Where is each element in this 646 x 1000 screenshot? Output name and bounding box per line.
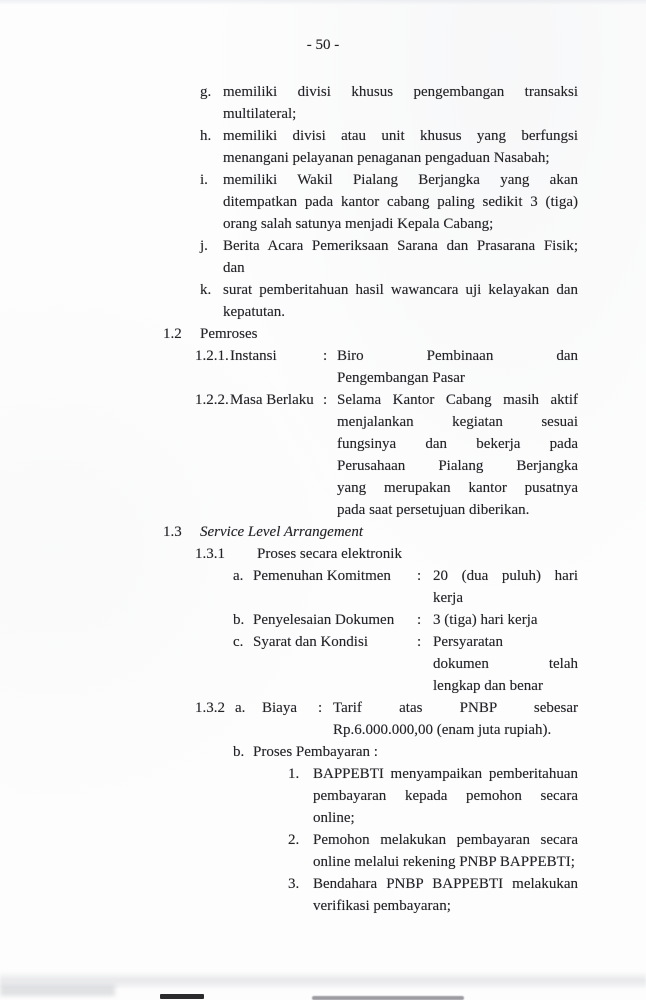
list-item-j — [200, 235, 578, 279]
entry-marker: a. — [235, 700, 246, 716]
item-marker: i. — [200, 172, 208, 188]
subsection-number: 1.3.2 — [195, 700, 225, 716]
kv-entry-biaya — [195, 697, 578, 741]
entry-label: Pemenuhan Komitmen — [253, 568, 391, 584]
kv-entry-pemenuhan-komitmen — [233, 565, 578, 609]
step-row-2 — [288, 829, 578, 873]
section-number: 1.3 — [163, 524, 182, 540]
entry-label: Masa Berlaku — [230, 392, 314, 408]
step-number: 3. — [288, 876, 300, 892]
entry-value: 20 (dua puluh) hari kerja — [433, 568, 578, 606]
list-item-h — [200, 125, 578, 169]
item-text: memiliki Wakil Pialang Berjangka yang akan ditempatkan pada kantor cabang paling sedikit 3 (tiga) orang salah satunya menjadi Kepala Cabang; — [223, 172, 578, 232]
entry-colon: : — [417, 568, 422, 584]
entry-number: 1.2.1. — [195, 348, 229, 364]
kv-entry-masa-berlaku — [195, 389, 578, 521]
entry-colon: : — [417, 612, 422, 628]
entry-marker: b. — [233, 612, 245, 628]
kv-entry-instansi — [195, 345, 578, 389]
list-item-k — [200, 279, 578, 323]
entry-label: Biaya — [262, 700, 297, 716]
item-marker: j. — [200, 238, 208, 254]
step-number: 1. — [288, 766, 300, 782]
payment-steps — [0, 763, 646, 917]
list-item-i — [200, 169, 578, 235]
scan-smudge-left — [0, 985, 115, 996]
entry-label: Syarat dan Kondisi — [253, 634, 368, 650]
entry-label: Proses Pembayaran : — [253, 744, 378, 760]
kv-entry-penyelesaian-dokumen — [233, 609, 578, 631]
item-text: Berita Acara Pemeriksaan Sarana dan Prasarana Fisik; dan — [223, 238, 578, 276]
entry-colon: : — [323, 348, 328, 364]
item-text: memiliki divisi atau unit khusus yang berfungsi menangani pelayanan penaganan pengaduan Nasabah; — [223, 128, 578, 166]
subsection-title: Proses secara elektronik — [257, 546, 402, 562]
section-title: Service Level Arrangement — [200, 524, 364, 540]
section-heading-pemroses — [163, 323, 646, 345]
item-text: surat pemberitahuan hasil wawancara uji kelayakan dan kepatutan. — [223, 282, 578, 320]
section-number: 1.2 — [163, 326, 182, 342]
entry-value: Persyaratan dokumen telah lengkap dan benar — [433, 634, 578, 694]
entry-colon: : — [318, 700, 323, 716]
section-title: Pemroses — [200, 326, 258, 342]
kv-entry-proses-pembayaran — [233, 741, 646, 763]
entry-marker: c. — [233, 634, 244, 650]
entry-value: Tarif atas PNBP sebesar Rp.6.000.000,00 (enam juta rupiah). — [333, 700, 578, 738]
entry-label: Penyelesaian Dokumen — [253, 612, 395, 628]
entry-colon: : — [417, 634, 422, 650]
item-marker: g. — [200, 84, 212, 100]
list-item-g — [200, 81, 578, 125]
entry-value: 3 (tiga) hari kerja — [433, 612, 538, 628]
step-row-3 — [288, 873, 578, 917]
lettered-list — [0, 81, 646, 323]
step-text: BAPPEBTI menyampaikan pemberitahuan pembayaran kepada pemohon secara online; — [313, 766, 578, 826]
step-row-1 — [288, 763, 578, 829]
subsection-heading-131 — [195, 543, 646, 565]
step-text: Pemohon melakukan pembayaran secara online melalui rekening PNBP BAPPEBTI; — [313, 832, 578, 870]
entry-marker: a. — [233, 568, 244, 584]
section-heading-sla — [163, 521, 646, 543]
entry-label: Instansi — [230, 348, 277, 364]
entry-colon: : — [323, 392, 328, 408]
kv-entry-syarat-kondisi — [233, 631, 578, 697]
scan-artifact-black-bar — [160, 994, 204, 999]
entry-number: 1.2.2. — [195, 392, 229, 408]
step-text: Bendahara PNBP BAPPEBTI melakukan verifikasi pembayaran; — [313, 876, 578, 914]
page-number: - 50 - — [306, 37, 340, 53]
subsection-number: 1.3.1 — [195, 546, 225, 562]
step-number: 2. — [288, 832, 300, 848]
item-marker: h. — [200, 128, 212, 144]
item-text: memiliki divisi khusus pengembangan transaksi multilateral; — [223, 84, 578, 122]
entry-marker: b. — [233, 744, 245, 760]
entry-value: Selama Kantor Cabang masih aktif menjalankan kegiatan sesuai fungsinya dan bekerja pada Perusahaan Pialang Berjangka yang merupakan kantor pusatnya pada saat persetujuan diberikan. — [337, 392, 578, 518]
scan-artifact-gray-line — [312, 996, 464, 1000]
entry-value: Biro Pembinaan dan Pengembangan Pasar — [337, 348, 578, 386]
item-marker: k. — [200, 282, 212, 298]
